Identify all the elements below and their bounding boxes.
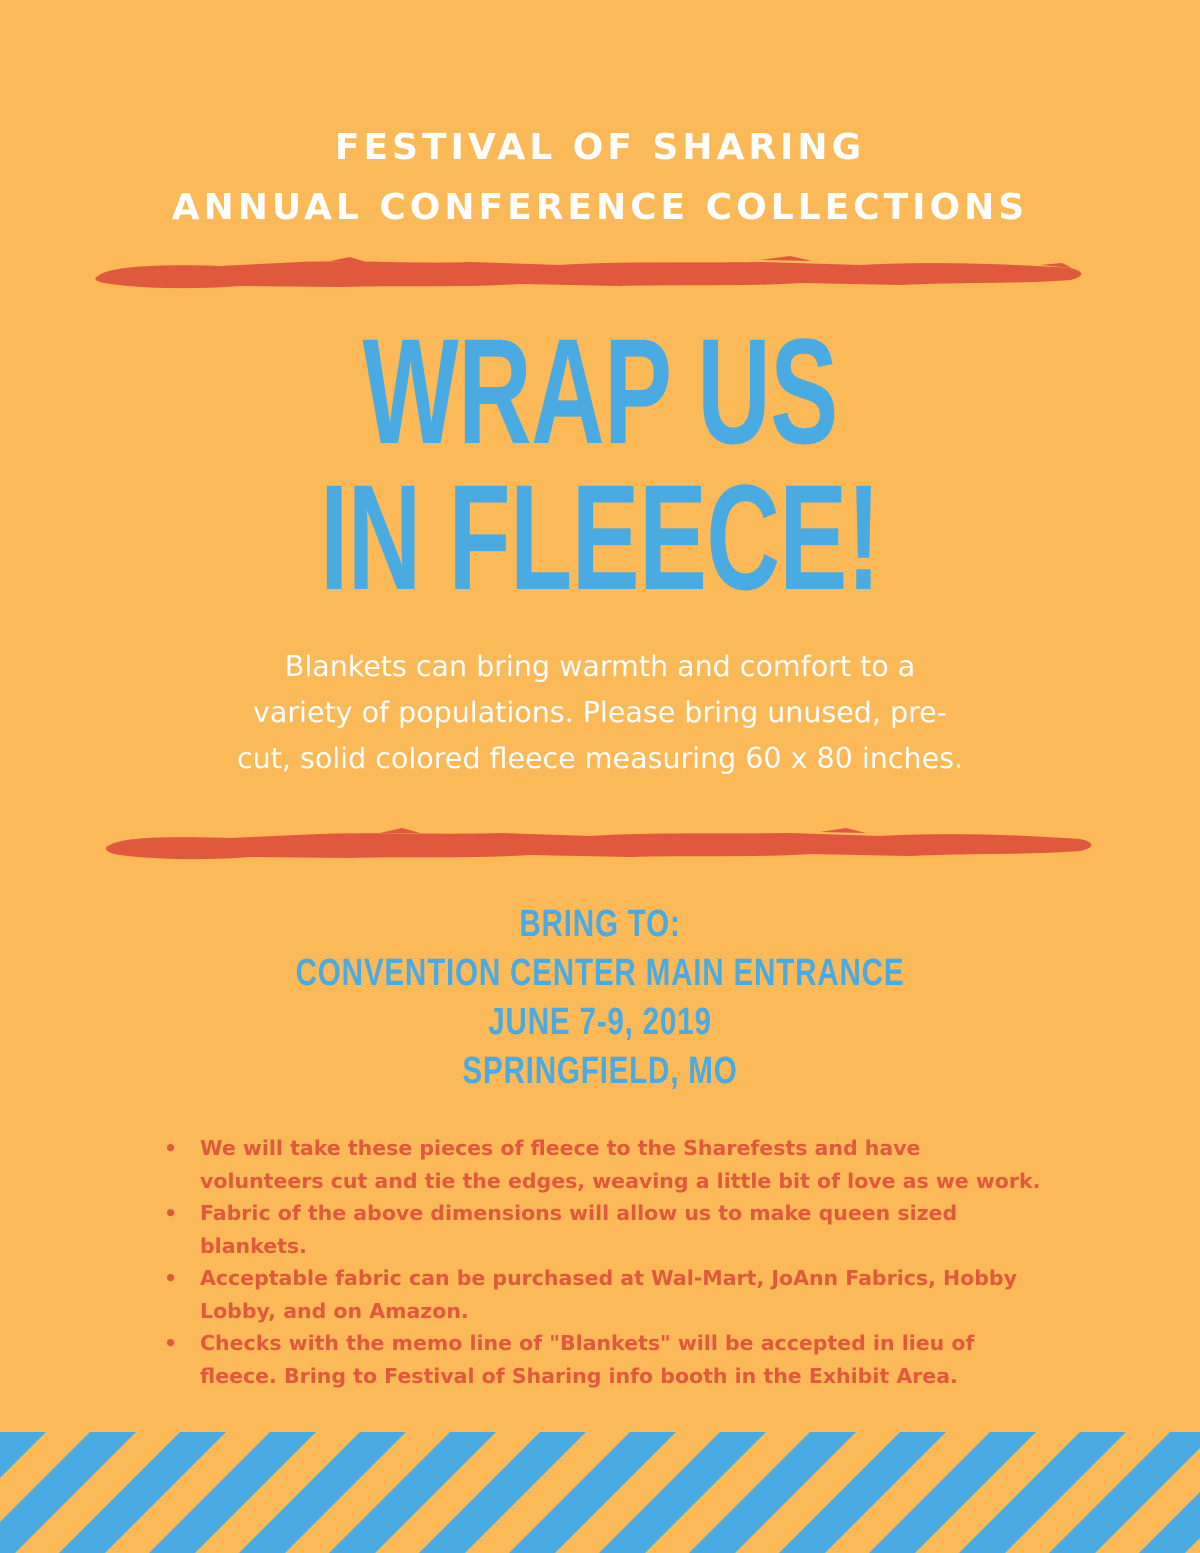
top-brush-stroke [0, 250, 1200, 300]
bullet-text-line: Lobby, and on Amazon. [200, 1298, 469, 1323]
bullet-dot-icon: • [164, 1136, 178, 1160]
bottom-brush-stroke [0, 820, 1200, 870]
description-line-2: variety of populations. Please bring unused, pre- [252, 696, 948, 729]
bullet-item [160, 1327, 1040, 1392]
bullet-item [160, 1262, 1040, 1327]
bring-to-label: BRING TO: [519, 903, 681, 945]
title-line-2: IN FLEECE! [320, 453, 880, 621]
main-title [192, 307, 1008, 621]
bullet-dot-icon: • [164, 1331, 178, 1355]
bullet-text-line: We will take these pieces of fleece to the Sharefests and have [200, 1136, 921, 1160]
header-line-1: FESTIVAL OF SHARING [334, 127, 866, 168]
bullet-text-line: fleece. Bring to Festival of Sharing info booth in the Exhibit Area. [200, 1363, 958, 1388]
header [0, 118, 1200, 238]
bullet-text-line: blankets. [200, 1233, 307, 1258]
description-line-3: cut, solid colored fleece measuring 60 x 80 inches. [236, 742, 964, 775]
bullet-text-line: Fabric of the above dimensions will allow us to make queen sized [200, 1201, 958, 1225]
description-line-1: Blankets can bring warmth and comfort to a [284, 650, 916, 683]
description [150, 644, 1050, 782]
diagonal-stripe-border [0, 1432, 1200, 1553]
bullet-item [160, 1132, 1040, 1197]
bullet-text-line: Checks with the memo line of "Blankets" will be accepted in lieu of [200, 1331, 975, 1355]
bullet-dot-icon: • [164, 1201, 178, 1225]
bullet-dot-icon: • [164, 1266, 178, 1290]
dates-text: JUNE 7-9, 2019 [488, 1001, 712, 1043]
info-bullet-list [160, 1132, 1040, 1392]
bring-to-block [132, 900, 1068, 1096]
header-line-2: ANNUAL CONFERENCE COLLECTIONS [171, 187, 1029, 228]
bullet-text-line: Acceptable fabric can be purchased at Wal-Mart, JoAnn Fabrics, Hobby [200, 1266, 1017, 1290]
location-text: CONVENTION CENTER MAIN ENTRANCE [295, 952, 905, 994]
title-line-1: WRAP US [362, 307, 838, 475]
bullet-item [160, 1197, 1040, 1262]
bullet-text-line: volunteers cut and tie the edges, weaving a little bit of love as we work. [200, 1168, 1041, 1193]
city-text: SPRINGFIELD, MO [462, 1050, 738, 1092]
